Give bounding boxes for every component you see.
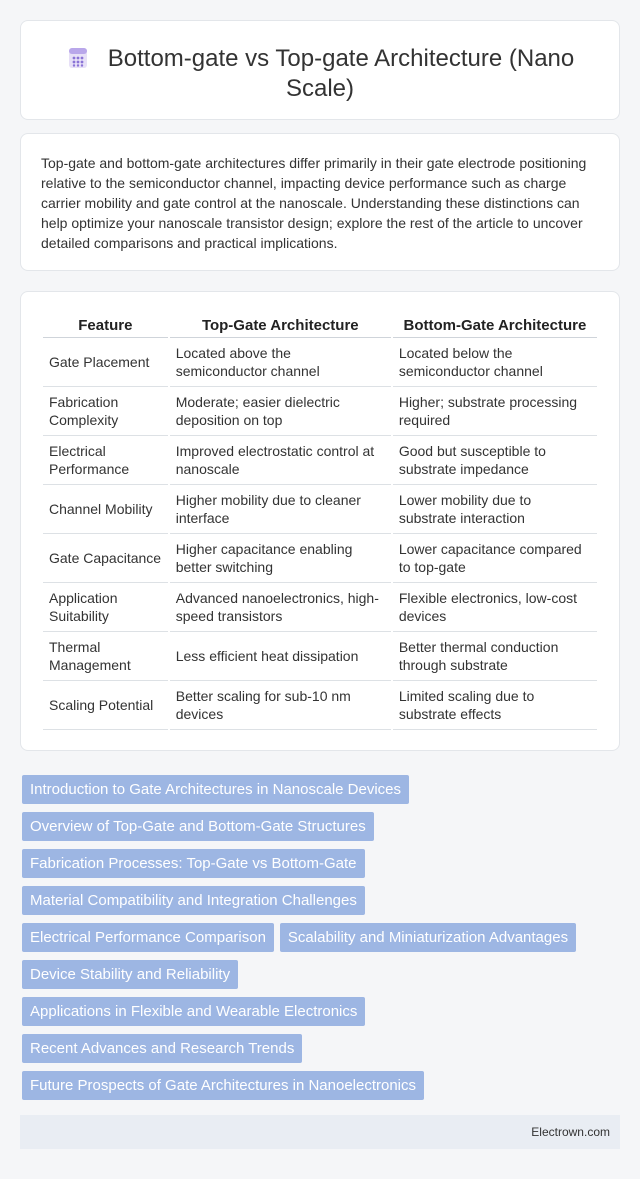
top-gate-cell: Better scaling for sub-10 nm devices	[170, 681, 391, 730]
top-gate-cell: Improved electrostatic control at nanoscale	[170, 436, 391, 485]
link-scalability[interactable]: Scalability and Miniaturization Advantages	[280, 923, 576, 952]
bottom-gate-cell: Better thermal conduction through substrate	[393, 632, 597, 681]
title-line-1: Bottom-gate vs Top-gate Architecture (Nano	[107, 45, 575, 72]
title-card	[20, 20, 620, 120]
top-gate-cell: Located above the semiconductor channel	[170, 338, 391, 387]
intro-paragraph: Top-gate and bottom-gate architectures differ primarily in their gate electrode positioning relative to the semiconductor channel, impacting device performance such as charge carrier mobility and gate control at the nanoscale. Understanding these distinctions can help optimize your nanoscale transistor design; explore the rest of the article to uncover detailed comparisons and practical implications.	[41, 155, 587, 251]
link-overview-structures[interactable]: Overview of Top-Gate and Bottom-Gate Structures	[22, 812, 374, 841]
comparison-table	[41, 314, 599, 730]
table-row	[43, 681, 597, 730]
bottom-gate-cell: Lower capacitance compared to top-gate	[393, 534, 597, 583]
top-gate-cell: Moderate; easier dielectric deposition on top	[170, 387, 391, 436]
title-line-2: Scale)	[285, 75, 355, 102]
table-row	[43, 387, 597, 436]
link-row	[22, 886, 622, 923]
feature-cell: Application Suitability	[43, 583, 168, 632]
footer-site-link[interactable]: Electrown.com	[531, 1125, 610, 1139]
bottom-gate-cell: Located below the semiconductor channel	[393, 338, 597, 387]
link-row	[22, 775, 622, 812]
link-intro-gate-architectures[interactable]: Introduction to Gate Architectures in Nanoscale Devices	[22, 775, 409, 804]
header-bottom-gate: Bottom-Gate Architecture	[393, 314, 597, 338]
link-row	[22, 1071, 622, 1108]
bottom-gate-cell: Flexible electronics, low-cost devices	[393, 583, 597, 632]
comparison-table-card	[20, 291, 620, 751]
bottom-gate-cell: Limited scaling due to substrate effects	[393, 681, 597, 730]
link-device-stability[interactable]: Device Stability and Reliability	[22, 960, 238, 989]
article-links	[22, 775, 622, 1108]
feature-cell: Gate Placement	[43, 338, 168, 387]
feature-cell: Channel Mobility	[43, 485, 168, 534]
link-material-compatibility[interactable]: Material Compatibility and Integration Challenges	[22, 886, 365, 915]
table-row	[43, 338, 597, 387]
bottom-gate-cell: Lower mobility due to substrate interaction	[393, 485, 597, 534]
feature-cell: Scaling Potential	[43, 681, 168, 730]
footer	[20, 1115, 620, 1149]
link-row	[22, 923, 622, 960]
table-row	[43, 436, 597, 485]
table-row	[43, 583, 597, 632]
link-fabrication-processes[interactable]: Fabrication Processes: Top-Gate vs Bottom-Gate	[22, 849, 365, 878]
intro-card	[20, 133, 620, 271]
feature-cell: Thermal Management	[43, 632, 168, 681]
feature-cell: Gate Capacitance	[43, 534, 168, 583]
top-gate-cell: Higher mobility due to cleaner interface	[170, 485, 391, 534]
table-row	[43, 485, 597, 534]
link-row	[22, 960, 622, 997]
link-row	[22, 812, 622, 849]
header-feature: Feature	[43, 314, 168, 338]
link-recent-advances[interactable]: Recent Advances and Research Trends	[22, 1034, 302, 1063]
table-row	[43, 534, 597, 583]
table-row	[43, 632, 597, 681]
header-top-gate: Top-Gate Architecture	[170, 314, 391, 338]
bottom-gate-cell: Good but susceptible to substrate impedance	[393, 436, 597, 485]
link-row	[22, 997, 622, 1034]
link-row	[22, 1034, 622, 1071]
top-gate-cell: Less efficient heat dissipation	[170, 632, 391, 681]
table-header-row	[43, 314, 597, 338]
link-row	[22, 849, 622, 886]
page-title	[21, 44, 619, 104]
top-gate-cell: Advanced nanoelectronics, high-speed transistors	[170, 583, 391, 632]
link-flexible-electronics[interactable]: Applications in Flexible and Wearable Electronics	[22, 997, 365, 1026]
link-electrical-performance[interactable]: Electrical Performance Comparison	[22, 923, 274, 952]
link-future-prospects[interactable]: Future Prospects of Gate Architectures in Nanoelectronics	[22, 1071, 424, 1100]
feature-cell: Fabrication Complexity	[43, 387, 168, 436]
calculator-icon	[66, 46, 90, 70]
bottom-gate-cell: Higher; substrate processing required	[393, 387, 597, 436]
feature-cell: Electrical Performance	[43, 436, 168, 485]
top-gate-cell: Higher capacitance enabling better switching	[170, 534, 391, 583]
